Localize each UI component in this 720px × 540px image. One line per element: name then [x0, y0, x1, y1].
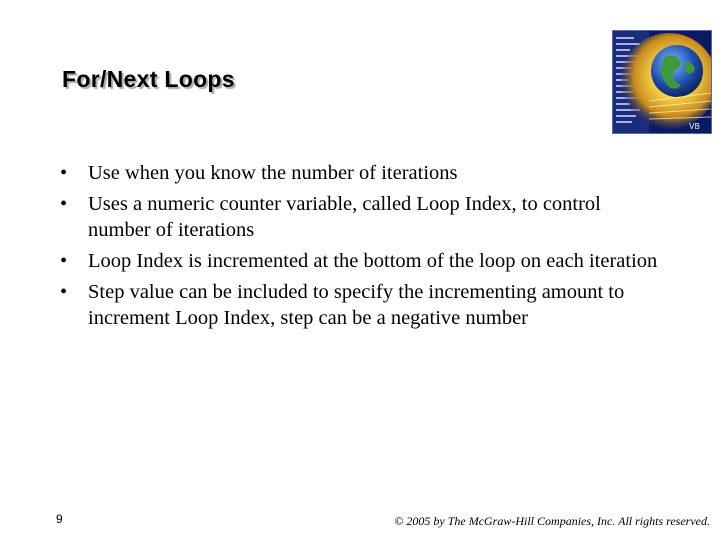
svg-text:VB: VB	[689, 122, 700, 131]
bullet-item: • Step value can be included to specify the incrementing amount to increment Loop Index, step can be a negative number	[58, 279, 658, 331]
bullet-list	[58, 160, 658, 336]
bullet-item: • Use when you know the number of iterations	[58, 160, 658, 186]
slide-title: For/Next Loops	[62, 66, 235, 92]
page-number: 9	[56, 512, 63, 526]
bullet-item: • Loop Index is incremented at the bottom of the loop on each iteration	[58, 248, 658, 274]
globe-with-code-icon	[612, 30, 712, 134]
bullet-item: • Uses a numeric counter variable, called Loop Index, to control number of iterations	[58, 191, 658, 243]
copyright-notice: © 2005 by The McGraw-Hill Companies, Inc. All rights reserved.	[394, 514, 710, 528]
